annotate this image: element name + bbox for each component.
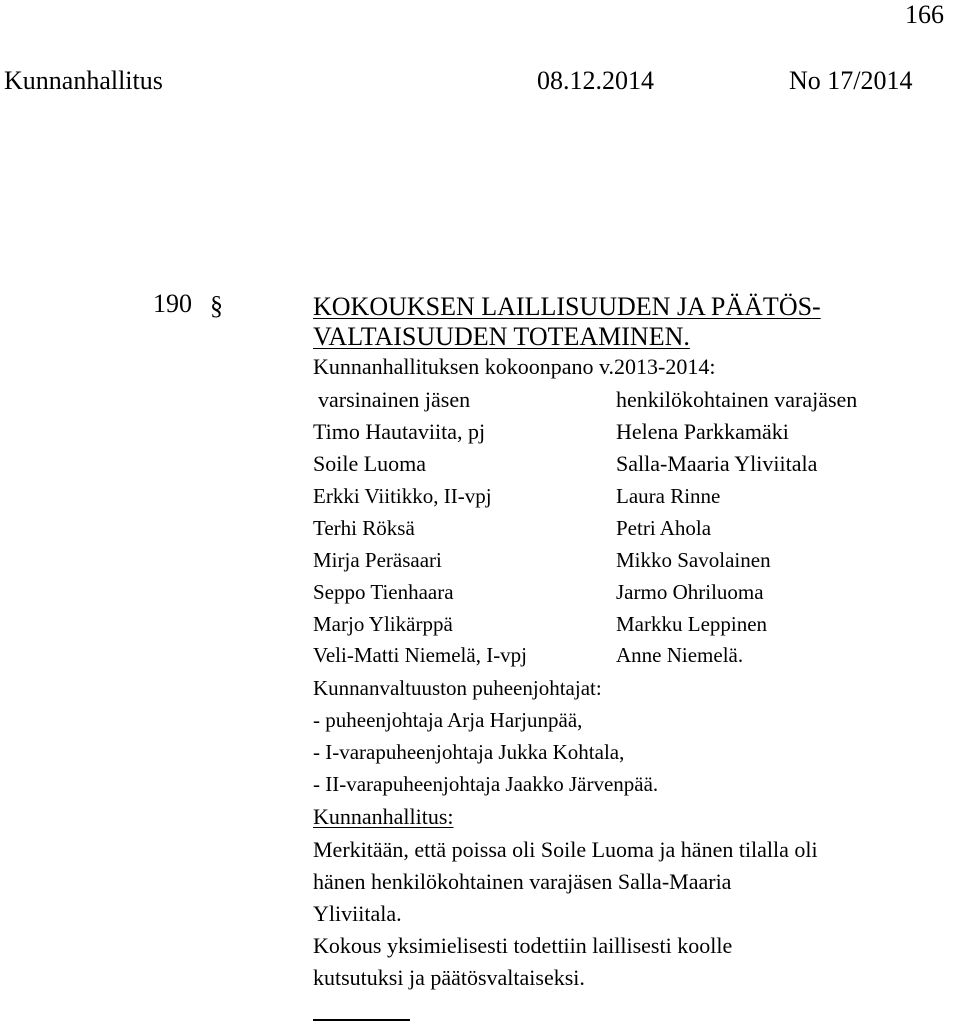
decision-text-line: hänen henkilökohtainen varajäsen Salla-Maaria: [313, 869, 732, 894]
member-column-header: varsinainen jäsen: [318, 387, 471, 412]
deputy-name: Helena Parkkamäki: [616, 419, 789, 444]
page-number: 166: [905, 0, 944, 29]
header-date: 08.12.2014: [537, 66, 654, 95]
deputy-name: Anne Niemelä.: [616, 643, 744, 667]
composition-heading: Kunnanhallituksen kokoonpano v.2013-2014:: [313, 354, 716, 379]
decision-label: Kunnanhallitus:: [313, 804, 454, 829]
header-minutes-number: No 17/2014: [789, 66, 913, 95]
item-title-line-2: VALTAISUUDEN TOTEAMINEN.: [313, 322, 690, 351]
item-number: 190: [153, 289, 192, 318]
deputy-name: Markku Leppinen: [616, 612, 768, 636]
member-name: Seppo Tienhaara: [313, 580, 454, 604]
closing-rule: [313, 1019, 410, 1021]
deputy-name: Jarmo Ohriluoma: [616, 580, 764, 604]
deputy-name: Mikko Savolainen: [616, 548, 771, 572]
member-name: Marjo Ylikärppä: [313, 612, 453, 636]
section-sign: §: [210, 291, 223, 320]
deputy-name: Petri Ahola: [616, 516, 712, 540]
member-name: Mirja Peräsaari: [313, 548, 442, 572]
member-name: Timo Hautaviita, pj: [313, 419, 486, 444]
member-name: Veli-Matti Niemelä, I-vpj: [313, 643, 528, 667]
deputy-column-header: henkilökohtainen varajäsen: [616, 387, 858, 412]
deputy-name: Laura Rinne: [616, 484, 721, 508]
council-chair-line: - II-varapuheenjohtaja Jaakko Järvenpää.: [313, 772, 659, 796]
header-body: Kunnanhallitus: [4, 66, 163, 95]
item-title-line-1: KOKOUKSEN LAILLISUUDEN JA PÄÄTÖS-: [313, 292, 821, 321]
deputy-name: Salla-Maaria Yliviitala: [616, 451, 818, 476]
member-name: Soile Luoma: [313, 451, 427, 476]
decision-text-line: Yliviitala.: [313, 901, 402, 926]
member-name: Erkki Viitikko, II-vpj: [313, 484, 492, 508]
council-chairs-heading: Kunnanvaltuuston puheenjohtajat:: [313, 676, 602, 700]
member-name: Terhi Röksä: [313, 516, 415, 540]
decision-text-line: kutsutuksi ja päätösvaltaiseksi.: [313, 965, 585, 990]
council-chair-line: - I-varapuheenjohtaja Jukka Kohtala,: [313, 740, 625, 764]
decision-text-line: Kokous yksimielisesti todettiin laillisesti koolle: [313, 933, 733, 958]
council-chair-line: - puheenjohtaja Arja Harjunpää,: [313, 708, 583, 732]
decision-text-line: Merkitään, että poissa oli Soile Luoma ja hänen tilalla oli: [313, 837, 818, 862]
